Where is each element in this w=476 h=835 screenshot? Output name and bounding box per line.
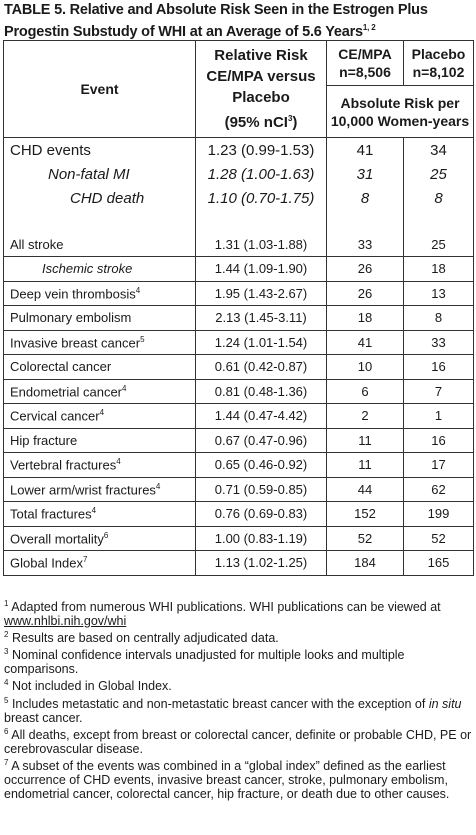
table-row (4, 330, 474, 355)
relative-risk-header: Relative Risk CE/MPA versus Placebo (95% nCI$^3$) (196, 41, 327, 138)
cempa-cell: 11 (327, 428, 404, 453)
cempa-header: CE/MPA n=8,506 (327, 41, 404, 86)
table-row (4, 477, 474, 502)
table-row (4, 526, 474, 551)
ci-cell: 1.23 (0.99-1.53) (196, 138, 327, 163)
table-row (4, 453, 474, 478)
table-row (4, 186, 474, 210)
table-title: TABLE 5. Relative and Absolute Risk Seen in the Estrogen Plus Progestin Substudy of WHI at an Average of 5.6 Years$^{1, 2}$ (4, 2, 428, 40)
placebo-cell: 52 (404, 526, 474, 551)
footnotes (4, 597, 472, 801)
risk-table (3, 40, 474, 576)
ci-cell: 1.13 (1.02-1.25) (196, 551, 327, 576)
ci-cell: 1.00 (0.83-1.19) (196, 526, 327, 551)
ci-cell: 0.76 (0.69-0.83) (196, 502, 327, 527)
event-cell: Cervical cancer$^4$ (4, 404, 196, 429)
table-row (4, 379, 474, 404)
cempa-cell: 152 (327, 502, 404, 527)
cempa-cell: 41 (327, 138, 404, 163)
placebo-cell: 8 (404, 186, 474, 210)
whi-publications-link[interactable]: www.nhlbi.nih.gov/whi (4, 614, 127, 629)
placebo-cell: 16 (404, 355, 474, 380)
table-row (4, 306, 474, 331)
footnote-1: $^1$ Adapted from numerous WHI publications. WHI publications can be viewed at www.nhlbi.nih.gov/whi (4, 599, 441, 629)
placebo-cell: 34 (404, 138, 474, 163)
cempa-cell: 44 (327, 477, 404, 502)
footnote-3: $^3$ Nominal confidence intervals unadjusted for multiple looks and multiple comparisons. (4, 647, 405, 677)
footnote-4: $^4$ Not included in Global Index. (4, 678, 172, 694)
event-cell: Pulmonary embolism (4, 306, 196, 331)
table-row (4, 257, 474, 282)
placebo-cell: 33 (404, 330, 474, 355)
placebo-cell: 8 (404, 306, 474, 331)
cempa-cell: 26 (327, 257, 404, 282)
cempa-cell: 10 (327, 355, 404, 380)
placebo-cell: 7 (404, 379, 474, 404)
event-cell: Vertebral fractures$^4$ (4, 453, 196, 478)
event-cell: CHD events (4, 138, 196, 163)
ci-cell: 1.31 (1.03-1.88) (196, 210, 327, 257)
footnote-6: $^6$ All deaths, except from breast or colorectal cancer, definite or probable CHD, PE or cerebrovascular disease. (4, 726, 472, 756)
placebo-cell: 16 (404, 428, 474, 453)
placebo-header: Placebo n=8,102 (404, 41, 474, 86)
table-row (4, 355, 474, 380)
table-row (4, 210, 474, 257)
header-row (4, 41, 474, 86)
event-cell: Non-fatal MI (4, 162, 196, 186)
placebo-cell: 165 (404, 551, 474, 576)
placebo-cell: 13 (404, 281, 474, 306)
event-cell: Endometrial cancer$^4$ (4, 379, 196, 404)
event-cell: Total fractures$^4$ (4, 502, 196, 527)
placebo-cell: 1 (404, 404, 474, 429)
table-row (4, 162, 474, 186)
footnote-7: $^7$ A subset of the events was combined in a “global index” defined as the earliest occurrence of CHD events, invasive breast cancer, stroke, pulmonary embolism, endometrial cancer, colorectal cancer, hip fracture, or death due to other causes. (4, 757, 450, 802)
event-cell: Hip fracture (4, 428, 196, 453)
event-cell: CHD death (4, 186, 196, 210)
table-row (4, 551, 474, 576)
placebo-cell: 17 (404, 453, 474, 478)
placebo-cell: 25 (404, 210, 474, 257)
event-cell: Lower arm/wrist fractures$^4$ (4, 477, 196, 502)
footnote-2: $^2$ Results are based on centrally adjudicated data. (4, 630, 279, 646)
ci-cell: 1.24 (1.01-1.54) (196, 330, 327, 355)
table-row (4, 502, 474, 527)
cempa-cell: 31 (327, 162, 404, 186)
table-row (4, 281, 474, 306)
absolute-risk-header: Absolute Risk per 10,000 Women-years (327, 86, 474, 138)
placebo-cell: 62 (404, 477, 474, 502)
cempa-cell: 6 (327, 379, 404, 404)
event-header: Event (4, 41, 196, 138)
ci-cell: 0.65 (0.46-0.92) (196, 453, 327, 478)
ci-cell: 1.10 (0.70-1.75) (196, 186, 327, 210)
cempa-cell: 52 (327, 526, 404, 551)
ci-cell: 1.44 (1.09-1.90) (196, 257, 327, 282)
event-cell: Ischemic stroke (4, 257, 196, 282)
ci-cell: 2.13 (1.45-3.11) (196, 306, 327, 331)
cempa-cell: 26 (327, 281, 404, 306)
table-row (4, 428, 474, 453)
ci-cell: 0.67 (0.47-0.96) (196, 428, 327, 453)
event-cell: Overall mortality$^6$ (4, 526, 196, 551)
event-cell: Colorectal cancer (4, 355, 196, 380)
cempa-cell: 33 (327, 210, 404, 257)
event-cell: Invasive breast cancer$^5$ (4, 330, 196, 355)
cempa-cell: 18 (327, 306, 404, 331)
cempa-cell: 11 (327, 453, 404, 478)
placebo-cell: 18 (404, 257, 474, 282)
placebo-cell: 25 (404, 162, 474, 186)
ci-cell: 1.44 (0.47-4.42) (196, 404, 327, 429)
ci-cell: 0.71 (0.59-0.85) (196, 477, 327, 502)
cempa-cell: 41 (327, 330, 404, 355)
footnote-5: $^5$ Includes metastatic and non-metastatic breast cancer with the exception of in situ breast cancer. (4, 695, 462, 725)
ci-cell: 0.61 (0.42-0.87) (196, 355, 327, 380)
event-cell: Deep vein thrombosis$^4$ (4, 281, 196, 306)
cempa-cell: 2 (327, 404, 404, 429)
ci-cell: 0.81 (0.48-1.36) (196, 379, 327, 404)
event-cell: Global Index$^7$ (4, 551, 196, 576)
table-row (4, 404, 474, 429)
placebo-cell: 199 (404, 502, 474, 527)
ci-cell: 1.95 (1.43-2.67) (196, 281, 327, 306)
ci-cell: 1.28 (1.00-1.63) (196, 162, 327, 186)
cempa-cell: 184 (327, 551, 404, 576)
table-row (4, 138, 474, 163)
cempa-cell: 8 (327, 186, 404, 210)
event-cell: All stroke (4, 210, 196, 257)
